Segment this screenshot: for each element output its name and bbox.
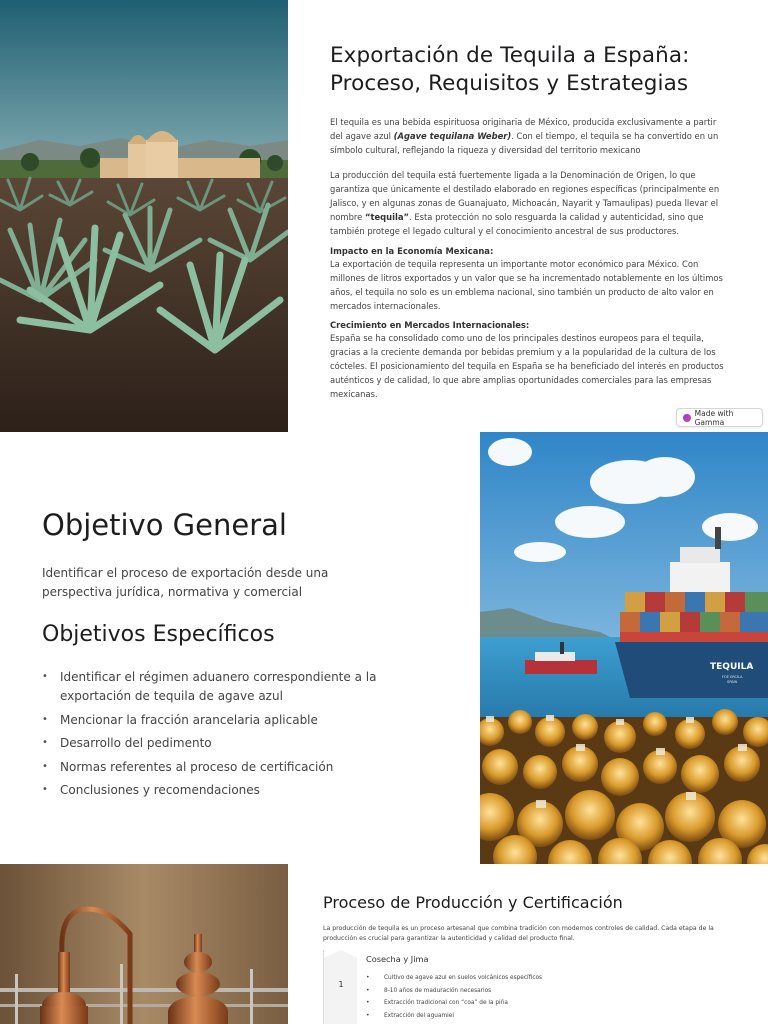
cargo-ship-image: [480, 432, 768, 864]
specific-objectives-title: Objetivos Específicos: [42, 622, 275, 647]
slide-objectives: [0, 432, 768, 864]
step-harvest: [323, 950, 733, 1024]
intro-paragraph: [330, 115, 730, 157]
step-number: 1: [338, 980, 344, 989]
production-title: Proceso de Producción y Certificación: [323, 893, 623, 912]
general-objective-text: Identificar el proceso de exportación desde una perspectiva jurídica, normativa y comercial: [42, 566, 329, 599]
step-title: Cosecha y Jima: [366, 954, 429, 964]
list-item: • Mencionar la fracción arancelaria aplicable: [42, 711, 402, 730]
list-item: • Conclusiones y recomendaciones: [42, 781, 402, 800]
origin-post: . Esta protección no solo resguarda la calidad y autenticidad, sino que también protege el legado cultural y el conocimiento ancestral de sus productores.: [330, 212, 704, 236]
ship-hull-sublabel-1: FOE ERCILA: [722, 675, 743, 679]
list-item: • Extracción del aguamiel: [366, 1010, 542, 1023]
gamma-badge-label: Made with Gamma: [694, 408, 734, 427]
copper-still-image: [0, 864, 288, 1024]
intro-title-line-1: Exportación de Tequila a España:: [330, 43, 690, 68]
production-text-block: [323, 892, 733, 1024]
intro-pre: El tequila es una bebida espirituosa originaria de México, producida exclusivamente a partir del agave azul: [330, 117, 717, 141]
list-item: • Extracción tradicional con “coa” de la piña: [366, 997, 542, 1010]
gamma-logo-icon: [683, 414, 691, 422]
slide-intro: [0, 0, 768, 432]
made-with-gamma-badge[interactable]: [676, 408, 763, 427]
objectives-text-block: [42, 506, 442, 805]
intro-post: . Con el tiempo, el tequila se ha convertido en un símbolo cultural, reflejando la riqueza y diversidad del territorio mexicano: [330, 131, 719, 155]
list-item: • Normas referentes al proceso de certificación: [42, 758, 402, 777]
impact-heading: Impacto en la Economía Mexicana:: [330, 246, 494, 256]
general-objective-title: Objetivo General: [42, 508, 287, 542]
growth-paragraph: España se ha consolidado como uno de los principales destinos europeos para el tequila, gracias a la creciente demanda por bebidas premium y a la popularidad de la cultura de los cócteles. El posicionamiento del tequila en España se ha beneficiado del interés en productos auténticos y de calidad, lo que abre amplias oportunidades comerciales para las empresas mexicanas.: [330, 333, 724, 399]
list-item: • Desarrollo del pedimento: [42, 734, 402, 753]
list-item: • Identificar el régimen aduanero correspondiente a la exportación de tequila de agave azul: [42, 668, 402, 706]
slide-production: [0, 864, 768, 1024]
intro-title: [330, 42, 730, 98]
ship-hull-sublabel-2: SPAIN: [727, 680, 738, 684]
origin-paragraph: [330, 168, 730, 246]
impact-paragraph: La exportación de tequila representa un importante motor económico para México. Con millones de litros exportados y un valor que se ha incrementado notablemente en los últimos años, el tequila no solo es un emblema nacional, sino también un producto de alto valor en mercados internacionales.: [330, 259, 723, 311]
intro-text-block: [330, 42, 730, 401]
step-items-list: [366, 972, 542, 1022]
agave-field-image: [0, 0, 288, 432]
production-intro: La producción de tequila es un proceso artesanal que combina tradición con modernos controles de calidad. Cada etapa de la producción es crucial para garantizar la autenticidad y calidad del producto final.: [323, 925, 714, 942]
intro-title-line-2: Proceso, Requisitos y Estrategias: [330, 71, 689, 96]
list-item: • 8-10 años de maduración necesarios: [366, 985, 542, 998]
intro-bold: (Agave tequilana Weber): [393, 131, 512, 141]
origin-bold: “tequila”: [364, 212, 410, 222]
specific-objectives-list: [42, 668, 442, 800]
ship-hull-label: TEQUILA: [710, 662, 754, 672]
step-marker: [323, 950, 357, 1024]
list-item: • Cultivo de agave azul en suelos volcánicos específicos: [366, 972, 542, 985]
growth-heading: Crecimiento en Mercados Internacionales:: [330, 320, 530, 330]
origin-pre: La producción del tequila está fuertemente ligada a la Denominación de Origen, lo que garantiza que únicamente el destilado elaborado en regiones específicas (principalmente en Jalisco, y en algunas zonas de Guanajuato, Michoacán, Nayarit y Tamaulipas) pueda llevar el nombre: [330, 170, 720, 222]
